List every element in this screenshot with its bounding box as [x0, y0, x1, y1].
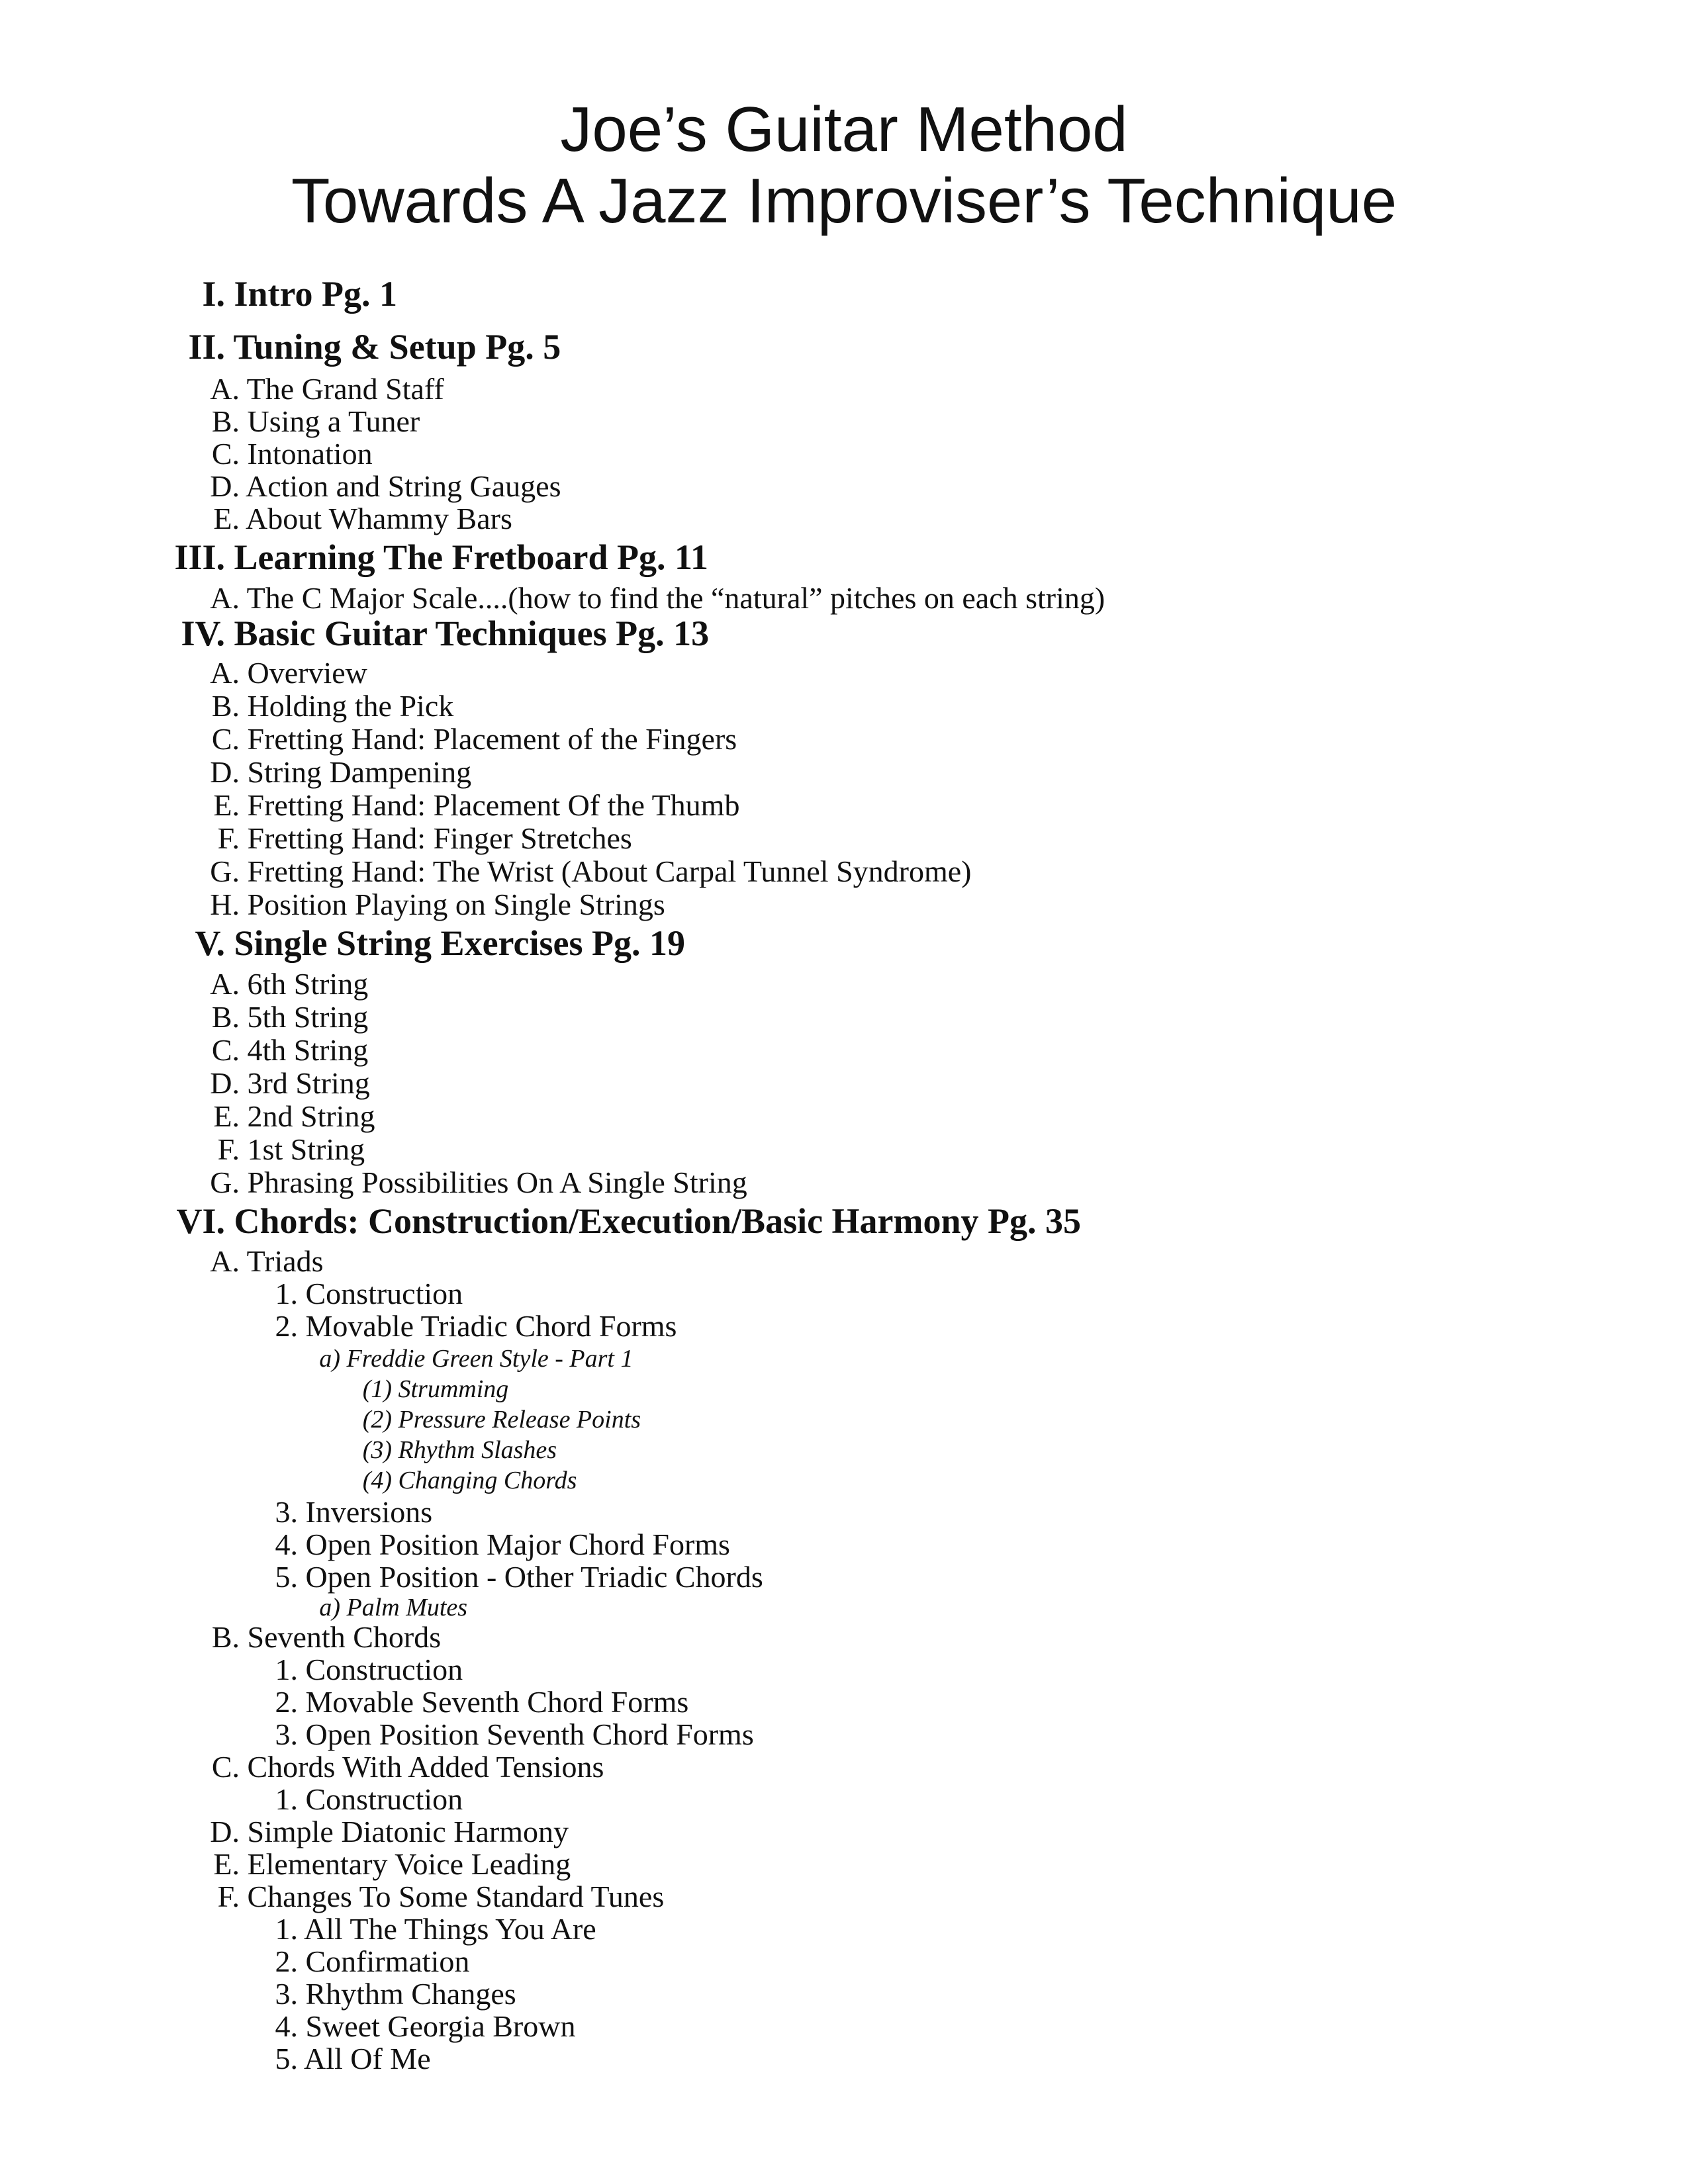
toc-subitem	[305, 1344, 633, 1373]
item-text: Inversions	[305, 1495, 433, 1529]
toc-item	[259, 1717, 754, 1752]
item-text: 1st String	[247, 1132, 365, 1166]
item-label: E.	[213, 788, 240, 822]
toc-subsection	[199, 689, 453, 723]
section-heading	[159, 612, 709, 655]
toc-subsection	[199, 967, 368, 1001]
item-text: Fretting Hand: Finger Stretches	[247, 821, 632, 855]
item-text: 6th String	[247, 967, 369, 1001]
item-text: Palm Mutes	[346, 1594, 468, 1621]
item-label: A.	[210, 1244, 240, 1278]
section-heading	[159, 922, 685, 964]
item-text: Open Position Major Chord Forms	[305, 1527, 730, 1561]
item-label: C.	[211, 1750, 240, 1784]
toc-subsection	[199, 1132, 365, 1167]
item-label: E.	[213, 1847, 240, 1881]
toc-subsection	[199, 1750, 604, 1784]
toc-subitem	[344, 1375, 508, 1404]
item-label: F.	[217, 1880, 240, 1913]
toc-subsection	[199, 755, 471, 790]
item-text: Freddie Green Style - Part 1	[346, 1345, 633, 1373]
item-text: Rhythm Changes	[305, 1977, 516, 2011]
item-text: Changing Chords	[398, 1467, 577, 1494]
section-title: Learning The Fretboard Pg. 11	[234, 537, 709, 577]
toc-item	[259, 1277, 463, 1311]
toc-item	[259, 1495, 432, 1529]
toc-subsection	[199, 502, 512, 536]
item-label: F.	[217, 1132, 240, 1166]
section-number: II.	[188, 327, 225, 367]
item-label: D.	[210, 469, 240, 503]
toc-item	[259, 1912, 596, 1946]
toc-subsection	[199, 854, 971, 889]
item-label: a)	[319, 1594, 340, 1621]
toc-subsection	[199, 656, 367, 690]
item-label: 3.	[275, 1717, 298, 1751]
item-text: Confirmation	[305, 1944, 470, 1978]
section-heading	[159, 1200, 1081, 1242]
item-label: 4.	[275, 2009, 298, 2043]
toc-item	[259, 1309, 677, 1343]
toc-subitem	[344, 1466, 577, 1495]
item-label: (3)	[362, 1436, 392, 1464]
item-label: E.	[213, 1099, 240, 1133]
section-number: IV.	[181, 614, 225, 653]
item-label: 1.	[275, 1912, 298, 1946]
section-heading	[159, 536, 708, 578]
item-label: 2.	[275, 1944, 298, 1978]
toc-subsection	[199, 1815, 569, 1849]
toc-subitem	[344, 1435, 557, 1465]
item-label: A.	[210, 967, 240, 1001]
section-number: I.	[202, 274, 225, 314]
section-number: V.	[195, 923, 225, 963]
toc-subsection	[199, 722, 737, 756]
item-text: Holding the Pick	[247, 689, 454, 723]
toc-item	[259, 1685, 688, 1719]
toc-subsection	[199, 404, 420, 439]
item-label: 1.	[275, 1653, 298, 1686]
item-text: Fretting Hand: The Wrist (About Carpal Tunnel Syndrome)	[247, 854, 972, 888]
section-title: Intro Pg. 1	[234, 274, 398, 314]
item-text: Movable Triadic Chord Forms	[305, 1309, 677, 1343]
toc-subsection	[199, 788, 739, 823]
item-text: Movable Seventh Chord Forms	[305, 1685, 689, 1719]
item-label: 1.	[275, 1277, 298, 1310]
item-label: B.	[211, 1620, 240, 1654]
toc-subitem	[305, 1593, 467, 1622]
item-label: C.	[211, 722, 240, 756]
item-label: 1.	[275, 1782, 298, 1816]
item-text: Sweet Georgia Brown	[305, 2009, 576, 2043]
item-label: 3.	[275, 1977, 298, 2011]
item-text: Using a Tuner	[247, 404, 420, 438]
item-text: 2nd String	[247, 1099, 375, 1133]
toc-item	[259, 1782, 463, 1817]
toc-subsection	[199, 887, 665, 922]
item-text: Rhythm Slashes	[398, 1436, 557, 1464]
item-text: Action and String Gauges	[245, 469, 561, 503]
item-label: F.	[217, 821, 240, 855]
section-title: Chords: Construction/Execution/Basic Harmony Pg. 35	[234, 1201, 1082, 1241]
item-text: 4th String	[247, 1033, 369, 1067]
item-label: C.	[211, 437, 240, 471]
item-text: Fretting Hand: Placement of the Fingers	[247, 722, 737, 756]
toc-subsection	[199, 1000, 368, 1034]
item-label: G.	[210, 1165, 240, 1199]
toc-subitem	[344, 1405, 641, 1434]
section-heading	[159, 273, 397, 315]
item-text: Construction	[305, 1782, 463, 1816]
item-label: B.	[211, 689, 240, 723]
toc-subsection	[199, 1847, 571, 1882]
section-title: Tuning & Setup Pg. 5	[233, 327, 561, 367]
toc-subsection	[199, 1099, 375, 1134]
item-text: Intonation	[247, 437, 373, 471]
toc-subsection	[199, 1880, 664, 1914]
item-text: Pressure Release Points	[398, 1406, 641, 1433]
item-text: Construction	[305, 1277, 463, 1310]
toc-subsection	[199, 1165, 747, 1200]
item-label: C.	[211, 1033, 240, 1067]
item-text: Elementary Voice Leading	[247, 1847, 571, 1881]
item-text: The C Major Scale....(how to find the “natural” pitches on each string)	[246, 581, 1105, 615]
toc-item	[259, 1527, 730, 1562]
toc-item	[259, 1653, 463, 1687]
section-number: III.	[174, 537, 225, 577]
item-text: Strumming	[398, 1375, 509, 1403]
item-label: a)	[319, 1345, 340, 1373]
item-text: Construction	[305, 1653, 463, 1686]
item-label: G.	[210, 854, 240, 888]
item-label: A.	[210, 581, 240, 615]
item-text: 5th String	[247, 1000, 369, 1034]
item-text: String Dampening	[247, 755, 472, 789]
item-label: D.	[210, 1815, 240, 1848]
item-label: (4)	[362, 1467, 392, 1494]
toc-subsection	[199, 1620, 441, 1655]
item-label: 4.	[275, 1527, 298, 1561]
item-text: Open Position - Other Triadic Chords	[305, 1560, 763, 1594]
toc-subsection	[199, 1033, 368, 1068]
section-title: Single String Exercises Pg. 19	[234, 923, 685, 963]
item-text: Position Playing on Single Strings	[247, 887, 665, 921]
item-label: (1)	[362, 1375, 392, 1403]
toc-subsection	[199, 1244, 324, 1279]
toc-item	[259, 1560, 763, 1594]
item-text: Seventh Chords	[247, 1620, 442, 1654]
toc-subsection	[199, 581, 1105, 615]
section-heading	[159, 326, 561, 368]
item-label: 5.	[275, 1560, 298, 1594]
toc-item	[259, 2042, 431, 2076]
toc-subsection	[199, 1066, 370, 1101]
toc-item	[259, 1977, 516, 2011]
item-label: D.	[210, 755, 240, 789]
item-label: A.	[210, 372, 240, 406]
item-label: B.	[211, 404, 240, 438]
item-text: Fretting Hand: Placement Of the Thumb	[247, 788, 740, 822]
toc-subsection	[199, 821, 632, 856]
title-line-2: Towards A Jazz Improviser’s Technique	[291, 165, 1397, 236]
title-line-1: Joe’s Guitar Method	[560, 94, 1128, 165]
item-text: About Whammy Bars	[245, 502, 512, 535]
section-title: Basic Guitar Techniques Pg. 13	[234, 614, 710, 653]
toc-item	[259, 2009, 575, 2044]
item-label: 3.	[275, 1495, 298, 1529]
item-text: Changes To Some Standard Tunes	[247, 1880, 665, 1913]
item-text: Chords With Added Tensions	[247, 1750, 604, 1784]
item-label: 2.	[275, 1685, 298, 1719]
toc-subsection	[199, 437, 373, 471]
item-text: Open Position Seventh Chord Forms	[305, 1717, 754, 1751]
item-text: All The Things You Are	[303, 1912, 596, 1946]
toc-subsection	[199, 469, 561, 504]
item-label: D.	[210, 1066, 240, 1100]
item-label: H.	[210, 887, 240, 921]
toc-subsection	[199, 372, 444, 406]
item-text: Phrasing Possibilities On A Single String	[247, 1165, 747, 1199]
section-number: VI.	[176, 1201, 225, 1241]
item-label: B.	[211, 1000, 240, 1034]
item-label: E.	[213, 502, 240, 535]
item-label: 5.	[275, 2042, 298, 2075]
item-label: (2)	[362, 1406, 392, 1433]
item-text: Triads	[246, 1244, 324, 1278]
item-label: A.	[210, 656, 240, 690]
item-text: Overview	[247, 656, 367, 690]
item-text: Simple Diatonic Harmony	[247, 1815, 569, 1848]
item-text: The Grand Staff	[246, 372, 444, 406]
item-text: All Of Me	[303, 2042, 431, 2075]
item-text: 3rd String	[247, 1066, 370, 1100]
toc-item	[259, 1944, 469, 1979]
item-label: 2.	[275, 1309, 298, 1343]
